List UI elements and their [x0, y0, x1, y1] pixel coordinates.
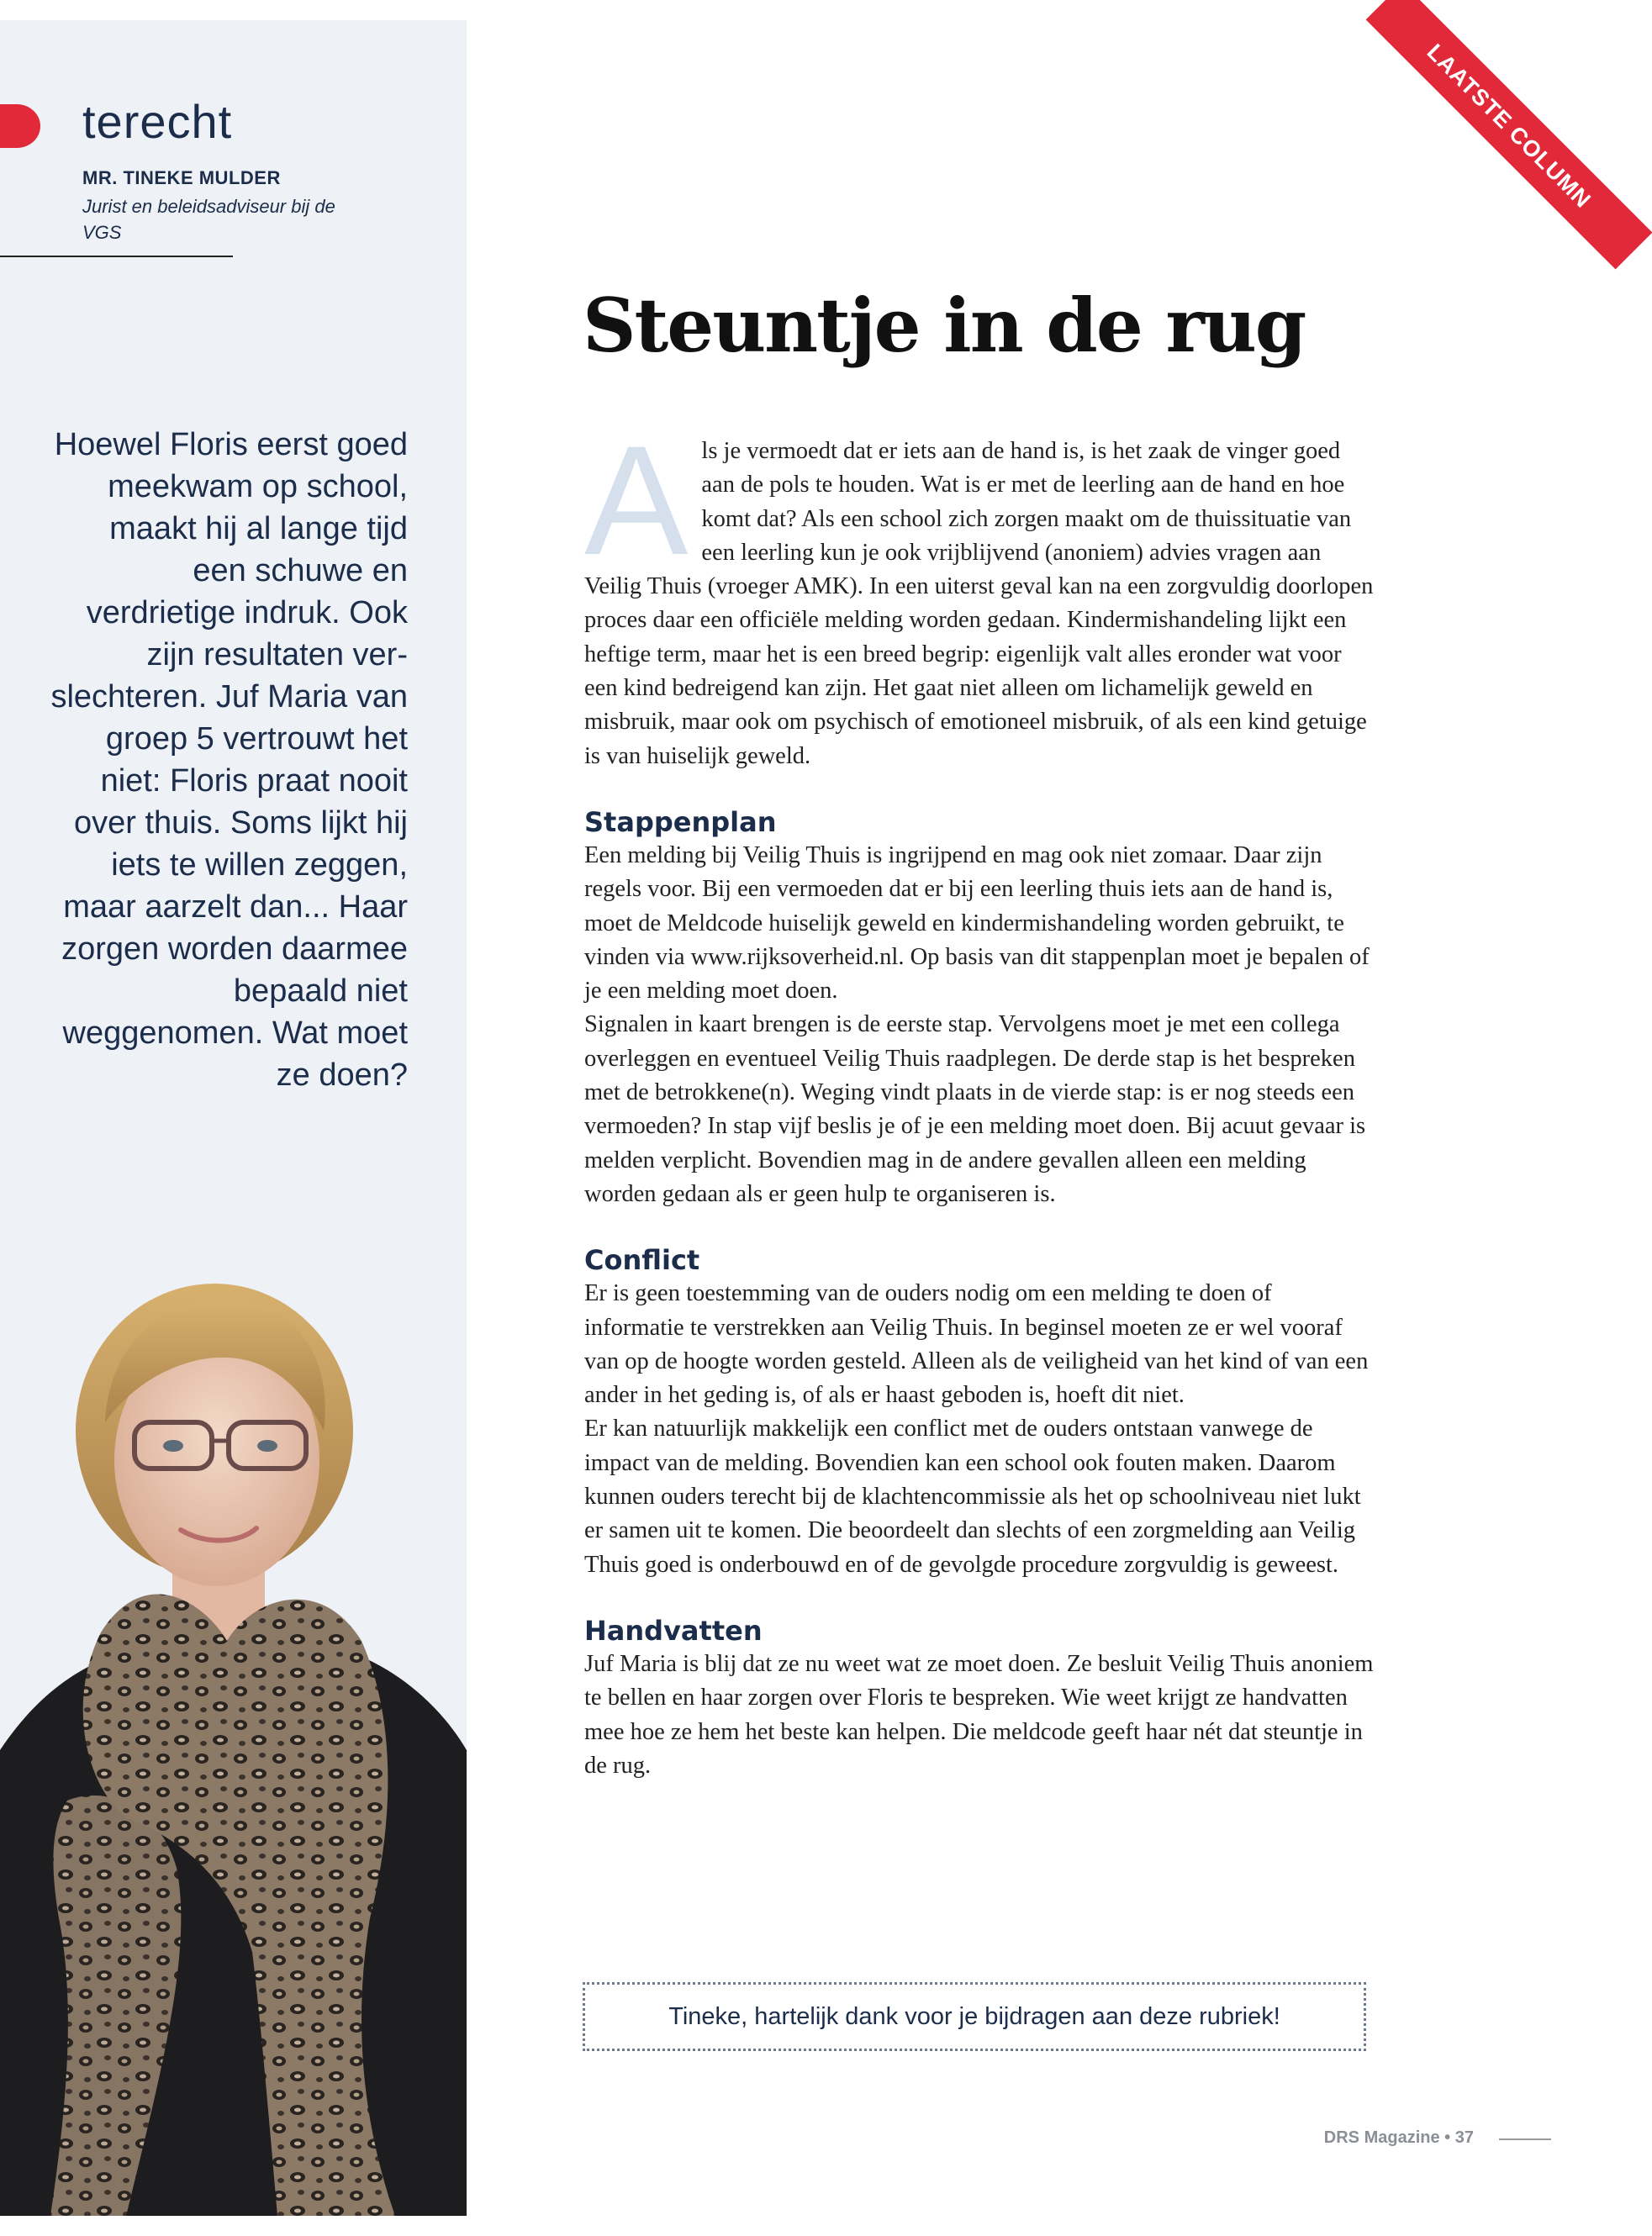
paragraph: Er is geen toestemming van de ouders nodig om een melding te doen of informatie te verstrekken aan Veilig Thuis. In beginsel moeten ze er wel vooraf van op de hoogte worden gesteld. Alleen als de veiligheid van het kind of van een ander in het geding is, of als er haast geboden is, hoeft dit niet. — [584, 1280, 1369, 1409]
thanks-box: Tineke, hartelijk dank voor je bijdragen aan deze rubriek! — [583, 1982, 1366, 2051]
section-heading-stappenplan: Stappenplan — [584, 805, 777, 838]
article-body — [584, 414, 1375, 1783]
section-bullet-icon — [0, 104, 40, 148]
author-role: Jurist en beleidsadviseur bij de VGS — [82, 196, 335, 243]
lead-paragraph — [584, 414, 1375, 773]
paragraph: Een melding bij Veilig Thuis is ingrijpend en mag ook niet zomaar. Daar zijn regels voor. Bij een vermoeden dat er bij een leerling thuis iets aan de hand is, moet de Meldcode huiselijk geweld en kindermishandeling worden gebruikt, te vinden via www.rijksoverheid.nl. Op basis van dit stappenplan moet je bepalen of je een melding moet doen. — [584, 841, 1370, 1005]
intro-text: Hoewel Floris eerst goed meekwam op school, maakt hij al lange tijd een schuwe en verdrietige indruk. Ook zijn resultaten verslechteren. Juf Maria van groep 5 vertrouwt het niet: Floris praat nooit over thuis. Soms lijkt hij iets te willen zeggen, maar aarzelt dan... Haar zorgen worden daarmee bepaald niet weggenomen. Wat moet ze doen? — [50, 427, 408, 1093]
sidebar — [0, 20, 467, 2216]
page-footer — [1324, 2128, 1474, 2148]
corner-ribbon — [1299, 20, 1597, 272]
drop-cap: A — [584, 414, 689, 588]
section-label: terecht — [82, 95, 233, 148]
paragraph: Juf Maria is blij dat ze nu weet wat ze moet doen. Ze besluit Veilig Thuis anoniem te bellen en haar zorgen over Floris te bespreken. Wie weet krijgt ze handvatten mee hoe ze hem het beste kan helpen. Die meldcode geeft haar nét dat steuntje in de rug. — [584, 1650, 1374, 1779]
section-heading-handvatten: Handvatten — [584, 1614, 763, 1647]
paragraph: Signalen in kaart brengen is de eerste stap. Vervolgens moet je met een collega overleggen en eventueel Veilig Thuis raadplegen. De derde stap is het bespreken met de betrokkene(n). Weging vindt plaats in de vierde stap: is er nog steeds een vermoeden? In stap vijf beslis je of je een melding moet doen. Bij acuut gevaar is melden verplicht. Bovendien mag in de andere gevallen alleen een melding worden gedaan als er geen hulp te organiseren is. — [584, 1011, 1366, 1207]
article-title: Steuntje in de rug — [583, 282, 1306, 369]
section-heading-conflict: Conflict — [584, 1244, 700, 1277]
paragraph: Er kan natuurlijk makkelijk een conflict met de ouders ontstaan vanwege de impact van de melding. Bovendien kan een school ook fouten maken. Daarom kunnen ouders terecht bij de klachtencommissie als het op schoolniveau niet lukt er samen uit te komen. Die beoordeelt dan slechts of een zorgmelding aan Veilig Thuis goed is onderbouwd en of de gevolgde procedure zorgvuldig is geweest. — [584, 1416, 1361, 1578]
footer-separator: • — [1444, 2128, 1451, 2147]
intro-quote — [50, 424, 408, 1096]
last-column-ribbon: LAATSTE COLUMN — [1366, 0, 1652, 269]
page-number: 37 — [1454, 2128, 1474, 2147]
divider — [0, 256, 233, 257]
author-name: MR. TINEKE MULDER — [82, 167, 281, 188]
author-portrait — [0, 1279, 467, 2216]
magazine-name: DRS Magazine — [1323, 2128, 1440, 2147]
footer-rule — [1499, 2138, 1551, 2140]
lead-text: ls je vermoedt dat er iets aan de hand is, is het zaak de vinger goed aan de pols te houden. Wat is er met de leerling aan de hand en hoe komt dat? Als een school zich zorgen maakt om de thuissituatie van een leerling kun je ook vrijblijvend (anoniem) advies vragen aan Veilig Thuis (vroeger AMK). In een uiterst geval kan na een zorgvuldig doorlopen proces daar een officiële melding worden gedaan. Kindermishandeling lijkt een heftige term, maar het is een breed begrip: eigenlijk valt alles eronder wat voor een kind bedreigend kan zijn. Het gaat niet alleen om lichamelijk geweld en misbruik, maar ook om psychisch of emotioneel misbruik, of als een kind getuige is van huiselijk geweld. — [584, 438, 1374, 769]
